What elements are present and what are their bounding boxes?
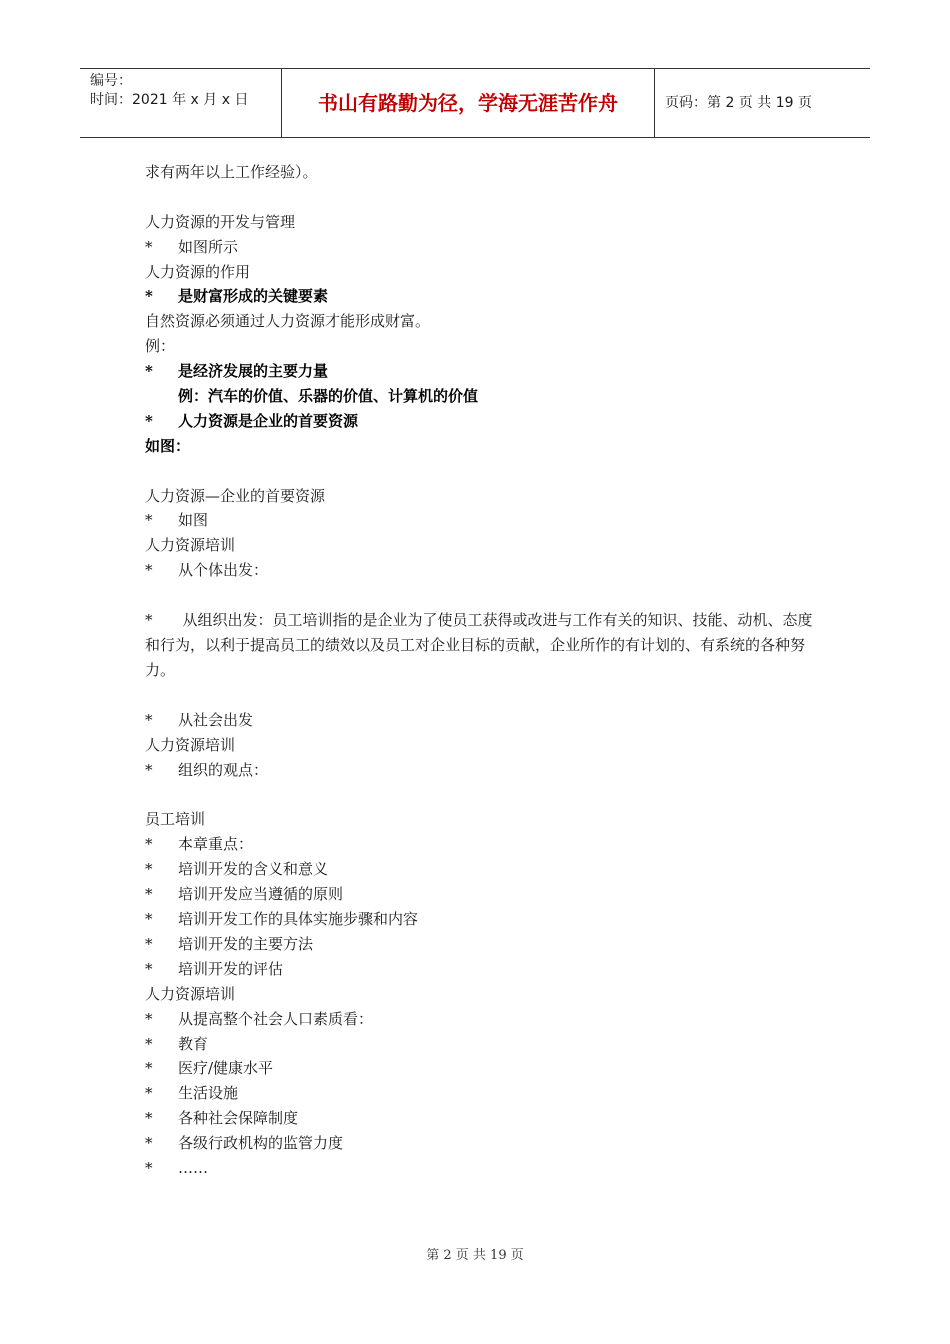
text-line: 例： bbox=[145, 337, 176, 356]
list-item bbox=[145, 1032, 825, 1057]
page-header bbox=[80, 68, 870, 138]
list-item bbox=[145, 1007, 825, 1032]
section-heading: 人力资源的作用 bbox=[145, 262, 251, 281]
list-item bbox=[145, 907, 825, 932]
document-body bbox=[145, 160, 825, 1181]
list-item bbox=[145, 409, 825, 434]
list-item bbox=[145, 932, 825, 957]
header-motto: 书山有路勤为径，学海无涯苦作舟 bbox=[281, 69, 655, 137]
list-item-text: 从个体出发： bbox=[178, 561, 269, 580]
list-item bbox=[145, 882, 825, 907]
bullet-mark: * bbox=[145, 1158, 153, 1177]
bullet-mark: * bbox=[145, 959, 153, 978]
bullet-mark: * bbox=[145, 910, 153, 929]
list-item-text: 各种社会保障制度 bbox=[178, 1109, 299, 1128]
list-item-text: 从社会出发 bbox=[178, 710, 254, 729]
list-item-text: 医疗/健康水平 bbox=[178, 1059, 274, 1078]
serial-number-label: 编号： bbox=[90, 73, 132, 89]
bullet-mark: * bbox=[145, 710, 153, 729]
list-item-text: 本章重点： bbox=[178, 835, 254, 854]
bullet-mark: * bbox=[145, 835, 153, 854]
bullet-mark: * bbox=[145, 934, 153, 953]
list-item bbox=[145, 1106, 825, 1131]
section-heading: 人力资源的开发与管理 bbox=[145, 212, 296, 231]
text-line: 如图： bbox=[145, 436, 191, 455]
text-line: 求有两年以上工作经验）。 bbox=[145, 163, 318, 181]
bullet-mark: * bbox=[145, 1134, 153, 1153]
list-item bbox=[145, 1156, 825, 1181]
list-item bbox=[145, 708, 825, 733]
bullet-mark: * bbox=[145, 885, 153, 904]
example-line: 例：汽车的价值、乐器的价值、计算机的价值 bbox=[178, 387, 479, 406]
list-item bbox=[145, 235, 825, 260]
list-item bbox=[145, 359, 825, 384]
list-item-text: 是财富形成的关键要素 bbox=[178, 287, 329, 306]
section-heading: 人力资源培训 bbox=[145, 984, 236, 1003]
bullet-mark: * bbox=[145, 1034, 153, 1053]
list-item-text: 从提高整个社会人口素质看： bbox=[178, 1009, 374, 1028]
bullet-mark: * bbox=[145, 1009, 153, 1028]
list-item bbox=[145, 857, 825, 882]
paragraph: * 从组织出发：员工培训指的是企业为了使员工获得或改进与工作有关的知识、技能、动机、态度和行为，以利于提高员工的绩效以及员工对企业目标的贡献，企业所作的有计划的、有系统的各种努力。 bbox=[145, 611, 813, 680]
list-item-text: 如图 bbox=[178, 511, 209, 530]
list-item-text: 各级行政机构的监管力度 bbox=[178, 1134, 344, 1153]
list-item-text: 培训开发工作的具体实施步骤和内容 bbox=[178, 910, 419, 929]
bullet-mark: * bbox=[145, 561, 153, 580]
list-item-text: 培训开发的评估 bbox=[178, 959, 284, 978]
list-item bbox=[145, 558, 825, 583]
bullet-mark: * bbox=[145, 1084, 153, 1103]
section-heading: 人力资源培训 bbox=[145, 735, 236, 754]
bullet-mark: * bbox=[145, 860, 153, 879]
page-footer: 第 2 页 共 19 页 bbox=[426, 1248, 524, 1263]
list-item-text: 生活设施 bbox=[178, 1084, 239, 1103]
list-item-text: 培训开发应当遵循的原则 bbox=[178, 885, 344, 904]
bullet-mark: * bbox=[145, 511, 153, 530]
list-item bbox=[145, 1056, 825, 1081]
list-item bbox=[145, 1131, 825, 1156]
list-item bbox=[145, 758, 825, 783]
list-item-text: 如图所示 bbox=[178, 237, 239, 256]
bullet-mark: * bbox=[145, 1059, 153, 1078]
list-item-text: 教育 bbox=[178, 1034, 209, 1053]
text-line: 自然资源必须通过人力资源才能形成财富。 bbox=[145, 312, 431, 331]
section-heading: 人力资源—企业的首要资源 bbox=[145, 486, 326, 505]
bullet-mark: * bbox=[145, 760, 153, 779]
list-item-text: 培训开发的主要方法 bbox=[178, 934, 314, 953]
bullet-mark: * bbox=[145, 1109, 153, 1128]
bullet-mark: * bbox=[145, 411, 153, 430]
list-item bbox=[145, 832, 825, 857]
header-meta bbox=[80, 69, 281, 137]
section-heading: 员工培训 bbox=[145, 810, 206, 829]
list-item bbox=[145, 284, 825, 309]
date-label: 时间：2021 年 x 月 x 日 bbox=[90, 92, 249, 108]
list-item-text: 人力资源是企业的首要资源 bbox=[178, 411, 359, 430]
list-item bbox=[145, 508, 825, 533]
header-page-info: 页码：第 2 页 共 19 页 bbox=[665, 95, 812, 111]
bullet-mark: * bbox=[145, 362, 153, 381]
list-item-text: 培训开发的含义和意义 bbox=[178, 860, 329, 879]
bullet-mark: * bbox=[145, 237, 153, 256]
list-item-text: …… bbox=[178, 1158, 208, 1177]
list-item-text: 是经济发展的主要力量 bbox=[178, 362, 329, 381]
list-item bbox=[145, 957, 825, 982]
list-item bbox=[145, 1081, 825, 1106]
list-item-text: 组织的观点： bbox=[178, 760, 269, 779]
section-heading: 人力资源培训 bbox=[145, 536, 236, 555]
bullet-mark: * bbox=[145, 287, 153, 306]
